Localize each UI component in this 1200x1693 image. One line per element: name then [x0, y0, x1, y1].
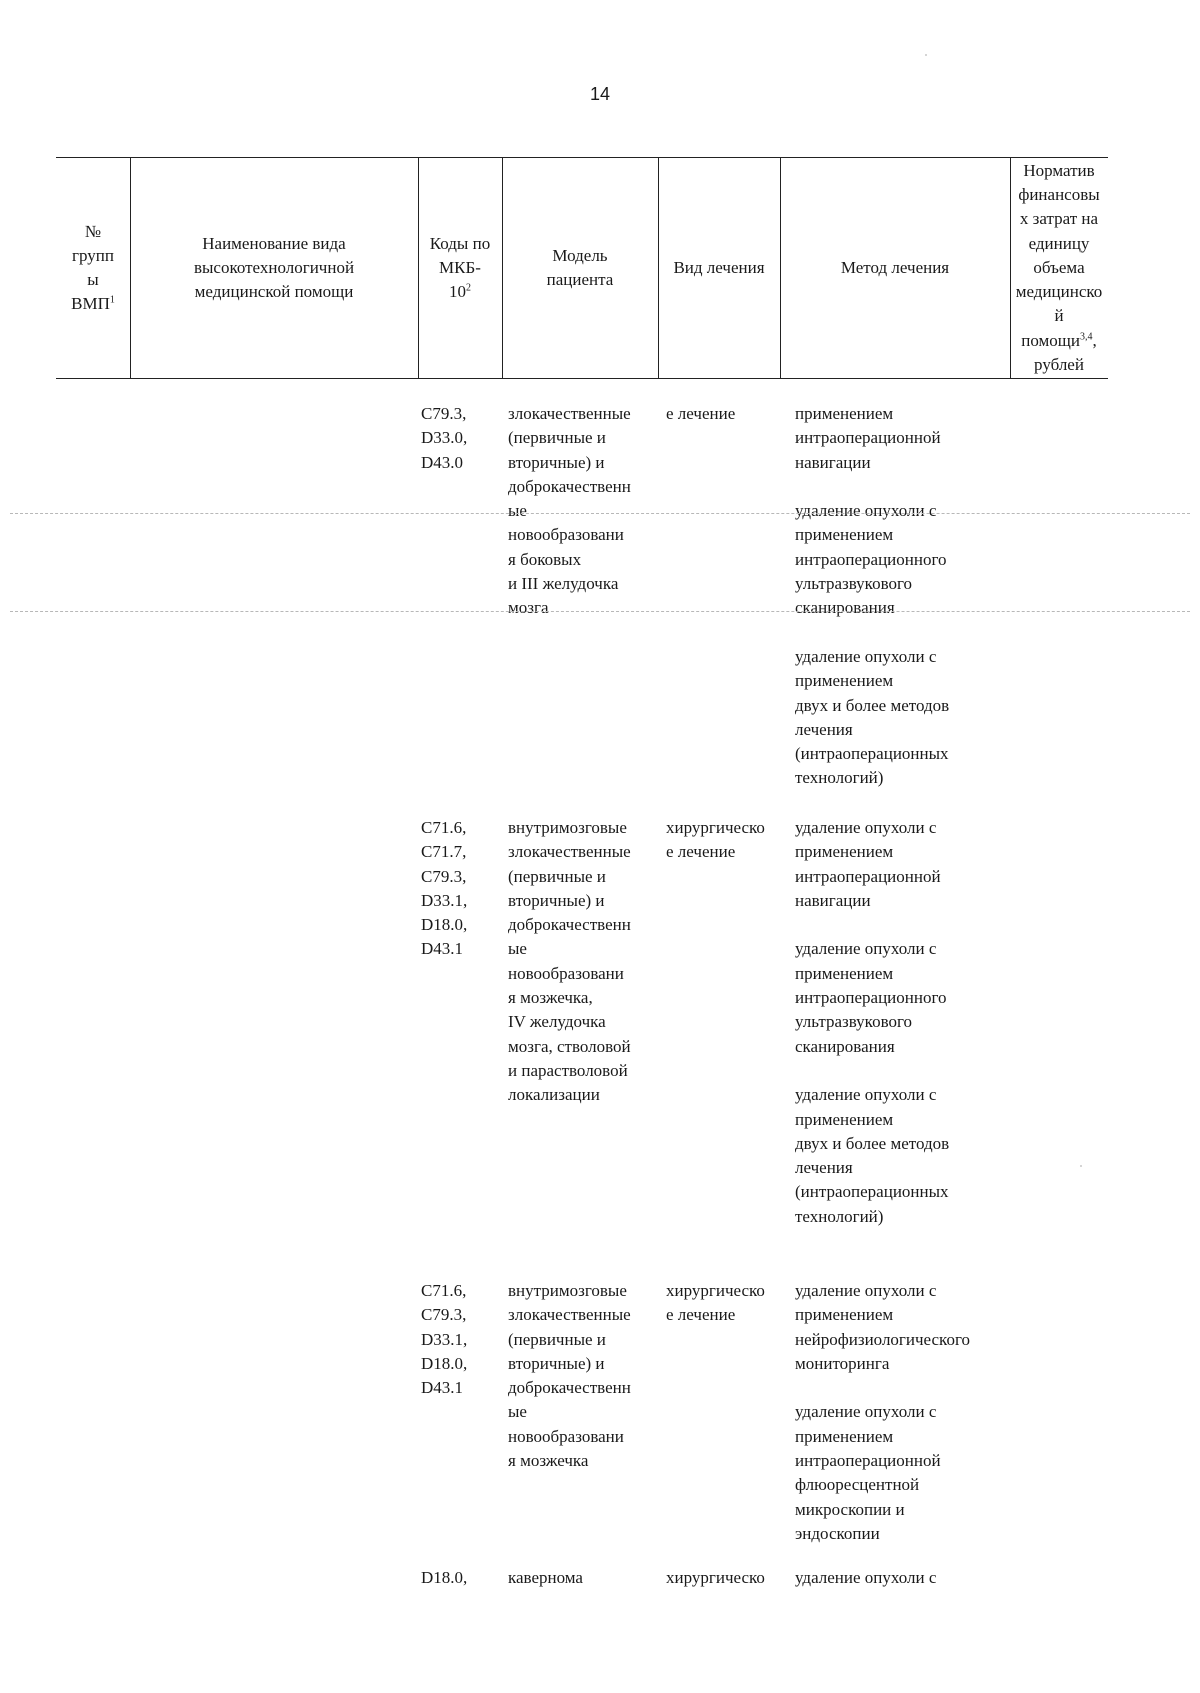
- header-care-type-name: [130, 158, 418, 378]
- cell-line: вторичные) и: [508, 1353, 605, 1373]
- cell-line: ые: [508, 939, 527, 959]
- header-line: пациента: [546, 270, 614, 289]
- cell-line: (первичные и: [508, 428, 606, 448]
- cell-line: удаление опухоли с: [795, 1085, 937, 1105]
- header-line: Метод лечения: [840, 258, 950, 277]
- cell-line: технологий): [795, 1206, 884, 1226]
- icd-code: D18.0,: [421, 1568, 468, 1587]
- cell-line: вторичные) и: [508, 890, 605, 910]
- cell-line: двух и более методов: [795, 1133, 950, 1153]
- scan-artifact-line: [10, 513, 1190, 514]
- header-line: ы: [87, 270, 99, 289]
- cell-line: навигации: [795, 890, 871, 910]
- cell-line: доброкачественн: [508, 476, 631, 496]
- cell-line: микроскопии и: [795, 1499, 905, 1519]
- cell-line: эндоскопии: [795, 1523, 880, 1543]
- cell-line: технологий): [795, 768, 884, 788]
- icd-codes-cell: [421, 816, 467, 962]
- icd-code: D33.1,: [421, 890, 468, 910]
- footnote-ref: 2: [465, 282, 471, 294]
- cell-line: удаление опухоли с: [795, 501, 937, 521]
- cell-line: хирургическо: [666, 818, 765, 837]
- cell-line: интраоперационного: [795, 988, 947, 1008]
- page-number: 14: [589, 84, 611, 104]
- icd-code: D18.0,: [421, 1353, 468, 1373]
- spacer: [795, 1059, 949, 1083]
- cell-line: ультразвукового: [795, 1012, 913, 1032]
- header-icd-codes: [418, 158, 502, 378]
- spacer: [795, 475, 949, 499]
- cell-line: интраоперационного: [795, 549, 947, 569]
- icd-code: C79.3,: [421, 1305, 467, 1325]
- cell-line: двух и более методов: [795, 695, 950, 715]
- cell-line: интраоперационной: [795, 866, 941, 886]
- cell-line: хирургическо: [666, 1281, 765, 1300]
- cell-line: лечения: [795, 1158, 853, 1178]
- treatment-method-cell: [795, 1279, 970, 1546]
- cell-line: флюоресцентной: [795, 1475, 920, 1495]
- header-line: МКБ-: [439, 258, 481, 277]
- patient-model-cell: [508, 1566, 583, 1590]
- cell-line: нейрофизиологического: [795, 1329, 971, 1349]
- header-line: Вид лечения: [673, 258, 765, 277]
- patient-model-cell: [508, 402, 631, 621]
- cell-line: удаление опухоли с: [795, 818, 937, 837]
- header-line: единицу: [1028, 233, 1090, 253]
- cell-line: е лечение: [666, 404, 736, 423]
- cell-line: вторичные) и: [508, 452, 605, 472]
- cell-line: и III желудочка: [508, 574, 619, 594]
- cell-line: навигации: [795, 452, 871, 472]
- treatment-method-cell: [795, 402, 949, 791]
- treatment-type-cell: [666, 1566, 765, 1590]
- cell-line: локализации: [508, 1085, 600, 1105]
- icd-code: D33.0,: [421, 428, 468, 448]
- header-line: Норматив: [1023, 161, 1095, 181]
- cell-line: доброкачественн: [508, 915, 631, 935]
- cell-line: ые: [508, 1402, 527, 1422]
- icd-code: C79.3,: [421, 866, 467, 886]
- patient-model-cell: [508, 816, 631, 1108]
- cell-line: (интраоперационных: [795, 1182, 949, 1202]
- icd-code: C71.7,: [421, 842, 467, 862]
- cell-line: лечения: [795, 719, 853, 739]
- header-treatment-method: [780, 158, 1010, 378]
- cell-line: я мозжечка: [508, 1451, 589, 1471]
- cell-line: я боковых: [508, 549, 582, 569]
- cell-line: сканирования: [795, 598, 895, 618]
- cell-line: применением: [795, 525, 894, 545]
- footnote-ref: 1: [109, 294, 115, 306]
- cell-line: злокачественные: [508, 404, 631, 423]
- icd-code: D43.1: [421, 939, 464, 959]
- cell-line: удаление опухоли с: [795, 646, 937, 666]
- treatment-method-cell: [795, 816, 949, 1229]
- cell-line: удаление опухоли с: [795, 1402, 937, 1422]
- cell-line: злокачественные: [508, 842, 631, 862]
- cell-line: применением: [795, 1305, 894, 1325]
- header-line: объема: [1033, 257, 1085, 277]
- icd-code: C79.3,: [421, 404, 467, 423]
- cell-line: внутримозговые: [508, 1281, 627, 1300]
- cell-line: злокачественные: [508, 1305, 631, 1325]
- cell-line: новообразовани: [508, 525, 624, 545]
- cell-line: удаление опухоли с: [795, 1568, 937, 1587]
- cell-line: е лечение: [666, 842, 736, 862]
- header-line: медицинской помощи: [194, 282, 354, 301]
- cell-line: новообразовани: [508, 963, 624, 983]
- cell-line: внутримозговые: [508, 818, 627, 837]
- header-group-number: [56, 158, 130, 378]
- icd-code: D18.0,: [421, 915, 468, 935]
- patient-model-cell: [508, 1279, 631, 1473]
- header-line: медицинско: [1015, 282, 1103, 302]
- header-line: Модель: [552, 246, 608, 265]
- header-line: $10^2$: [448, 282, 471, 301]
- header-line: помощи$^{3,4}$,: [1021, 330, 1097, 350]
- scan-artifact-line: [10, 611, 1190, 612]
- cell-line: интраоперационной: [795, 428, 941, 448]
- cell-line: применением: [795, 963, 894, 983]
- cell-line: IV желудочка: [508, 1012, 606, 1032]
- footnote-ref: 3,4: [1079, 330, 1093, 342]
- scan-artifact-dot: [925, 54, 927, 56]
- cell-line: (первичные и: [508, 1329, 606, 1349]
- cell-line: интраоперационной: [795, 1451, 941, 1471]
- cell-line: хирургическо: [666, 1568, 765, 1587]
- icd-codes-cell: [421, 402, 467, 475]
- cell-line: ые: [508, 501, 527, 521]
- treatment-method-cell: [795, 1566, 936, 1590]
- cell-line: новообразовани: [508, 1426, 624, 1446]
- header-patient-model: [502, 158, 658, 378]
- treatment-type-cell: [666, 402, 735, 426]
- header-line: групп: [72, 246, 114, 265]
- cell-line: мозга, стволовой: [508, 1036, 631, 1056]
- cell-line: удаление опухоли с: [795, 1281, 937, 1300]
- cell-line: мониторинга: [795, 1353, 890, 1373]
- spacer: [795, 1376, 970, 1400]
- icd-code: D43.0: [421, 452, 464, 472]
- header-line: Наименование вида: [202, 234, 346, 253]
- header-line: ВМП$^1$: [71, 294, 115, 313]
- cell-line: удаление опухоли с: [795, 939, 937, 959]
- treatment-type-cell: [666, 816, 765, 865]
- cell-line: применением: [795, 671, 894, 691]
- icd-codes-cell: [421, 1279, 467, 1400]
- spacer: [795, 913, 949, 937]
- header-line: №: [84, 222, 102, 241]
- header-line: финансовы: [1018, 185, 1100, 205]
- header-line: высокотехнологичной: [193, 258, 355, 277]
- cell-line: (интраоперационных: [795, 744, 949, 764]
- header-cost-standard: [1010, 158, 1108, 378]
- cell-line: кавернома: [508, 1568, 583, 1587]
- scan-artifact-dot: [1080, 1165, 1082, 1167]
- cell-line: я мозжечка,: [508, 988, 593, 1008]
- cell-line: применением: [795, 1426, 894, 1446]
- icd-code: D43.1: [421, 1378, 464, 1398]
- cell-line: е лечение: [666, 1305, 736, 1325]
- table-header: [56, 157, 1108, 379]
- cell-line: применением: [795, 404, 894, 423]
- cell-line: мозга: [508, 598, 549, 618]
- icd-code: D33.1,: [421, 1329, 468, 1349]
- cell-line: ультразвукового: [795, 574, 913, 594]
- spacer: [795, 621, 949, 645]
- cell-line: применением: [795, 1109, 894, 1129]
- header-line: х затрат на: [1019, 209, 1099, 229]
- cell-line: сканирования: [795, 1036, 895, 1056]
- header-treatment-type: [658, 158, 780, 378]
- header-line: Коды по: [429, 234, 491, 253]
- cell-line: (первичные и: [508, 866, 606, 886]
- cell-line: доброкачественн: [508, 1378, 631, 1398]
- icd-codes-cell: [421, 1566, 467, 1590]
- header-line: й: [1054, 306, 1064, 326]
- treatment-type-cell: [666, 1279, 765, 1328]
- icd-code: C71.6,: [421, 1281, 467, 1300]
- icd-code: C71.6,: [421, 818, 467, 837]
- header-line: рублей: [1034, 354, 1084, 374]
- cell-line: и парастволовой: [508, 1060, 628, 1080]
- cell-line: применением: [795, 842, 894, 862]
